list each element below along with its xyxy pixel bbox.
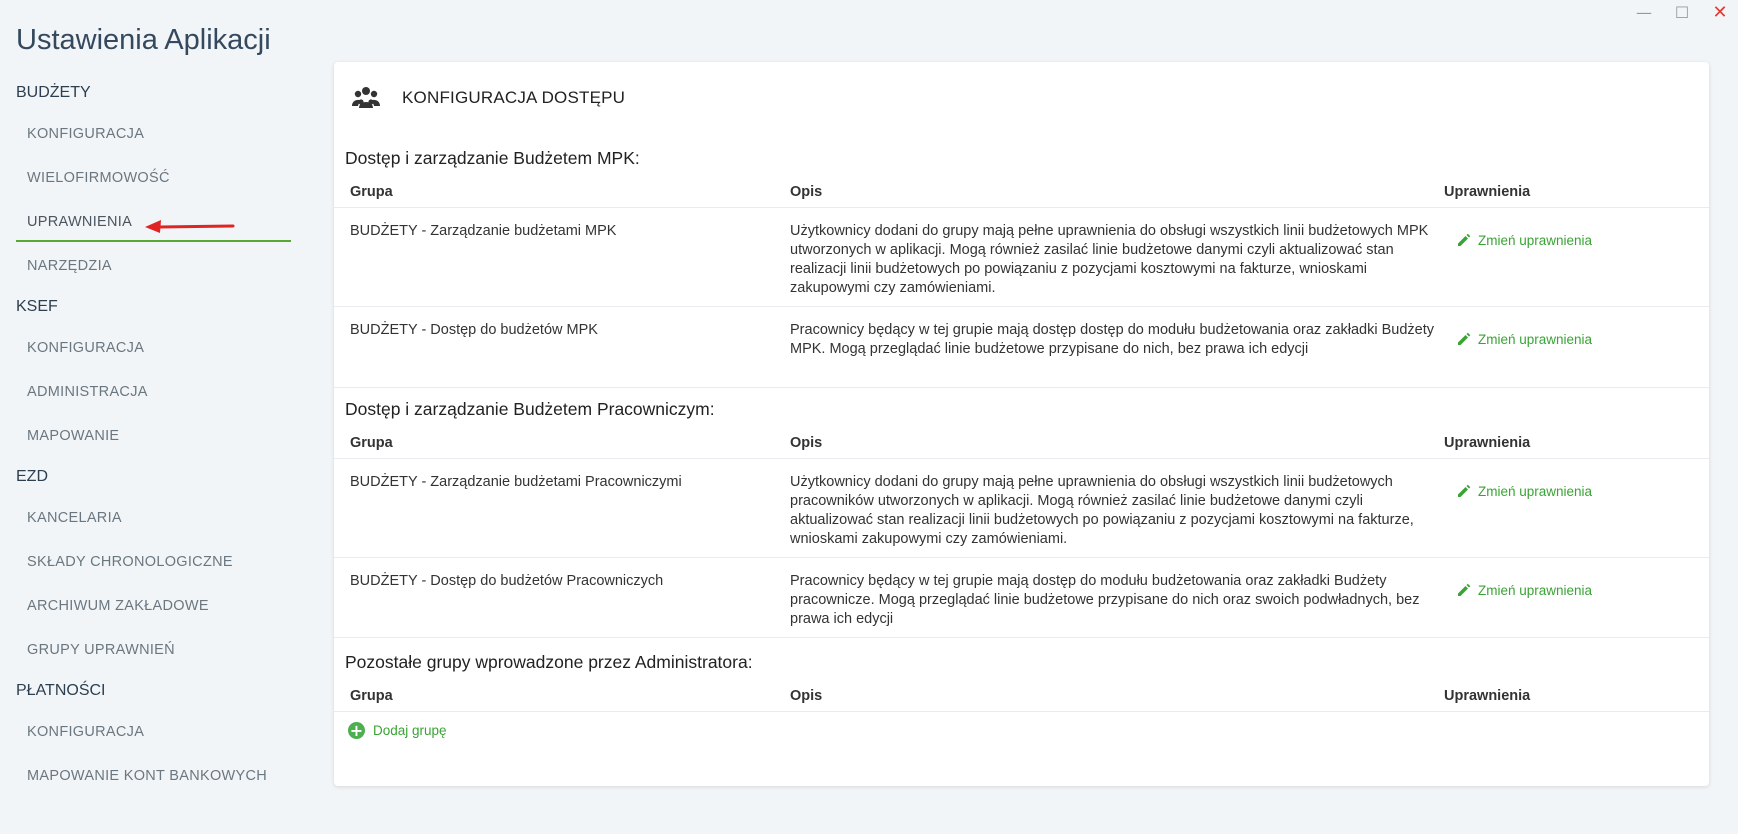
sidebar-item-administracja[interactable]: ADMINISTRACJA [27,384,148,400]
table-row [334,208,1709,307]
table-header-mpk [334,172,1709,208]
column-header-description: Opis [790,184,823,200]
column-header-group: Grupa [350,688,393,704]
minimize-button[interactable]: — [1636,2,1652,22]
table-row [334,459,1709,558]
change-permissions-label: Zmień uprawnienia [1478,582,1593,598]
pencil-icon [1456,331,1472,347]
pencil-icon [1456,483,1472,499]
group-name: BUDŻETY - Zarządzanie budżetami Pracowniczymi [350,474,682,490]
maximize-button[interactable]: ☐ [1674,2,1690,22]
section-title-pracowniczy: Dostęp i zarządzanie Budżetem Pracowniczym: [345,399,715,419]
sidebar-item-mapowanie-kont-bankowych[interactable]: MAPOWANIE KONT BANKOWYCH [27,768,268,784]
red-arrow-annotation [145,217,235,233]
column-header-permissions: Uprawnienia [1444,435,1531,451]
change-permissions-label: Zmień uprawnienia [1478,331,1593,347]
group-name: BUDŻETY - Zarządzanie budżetami MPK [350,223,617,239]
table-header-pozostale [334,676,1709,712]
card-title: KONFIGURACJA DOSTĘPU [402,88,626,107]
add-group-label: Dodaj grupę [373,723,447,738]
section-title-pozostale: Pozostałe grupy wprowadzone przez Administratora: [345,652,753,672]
sidebar-section-budzety: BUDŻETY [16,84,91,101]
sidebar-item-ksef-konfiguracja[interactable]: KONFIGURACJA [27,340,145,356]
sidebar-item-wielofirmowosc[interactable]: WIELOFIRMOWOŚĆ [27,170,170,186]
pencil-icon [1456,232,1472,248]
sidebar-item-budzety-konfiguracja[interactable]: KONFIGURACJA [27,126,145,142]
change-permissions-link[interactable] [1456,483,1592,499]
group-name: BUDŻETY - Dostęp do budżetów Pracowniczych [350,573,664,589]
change-permissions-link[interactable] [1456,331,1592,347]
column-header-group: Grupa [350,435,393,451]
group-description: Użytkownicy dodani do grupy mają pełne uprawnienia do obsługi wszystkich linii budżetowych pracowników utworzonych w aplikacji. Mogą również zasilać linie budżetowe danymi czyli aktualizować stan realizacji linii budżetowych po powiązaniu z pozycjami kosztowymi na fakturze, wnioskami zakupowymi czy zamówieniami. [790,474,1414,547]
column-header-description: Opis [790,435,823,451]
sidebar-item-uprawnienia[interactable]: UPRAWNIENIA [0,200,300,244]
change-permissions-label: Zmień uprawnienia [1478,483,1593,499]
change-permissions-link[interactable] [1456,582,1592,598]
sidebar-item-archiwum-zakladowe[interactable]: ARCHIWUM ZAKŁADOWE [27,598,209,614]
window-controls [1634,2,1730,22]
change-permissions-label: Zmień uprawnienia [1478,232,1593,248]
close-button[interactable]: ✕ [1712,1,1728,23]
sidebar [0,80,300,798]
pencil-icon [1456,582,1472,598]
sidebar-item-kancelaria[interactable]: KANCELARIA [27,510,122,526]
column-header-permissions: Uprawnienia [1444,184,1531,200]
group-name: BUDŻETY - Dostęp do budżetów MPK [350,322,598,338]
column-header-description: Opis [790,688,823,704]
sidebar-section-ksef: KSEF [16,298,58,315]
card-header [352,86,625,110]
group-description: Pracownicy będący w tej grupie mają dostęp do modułu budżetowania oraz zakładki Budżety pracownicze. Mogą przeglądać linie budżetowe przypisane do nich oraz swoich podwładnych, bez prawa ich edycji [790,573,1420,627]
group-description: Użytkownicy dodani do grupy mają pełne uprawnienia do obsługi wszystkich linii budżetowych MPK utworzonych w aplikacji. Mogą również zasilać linie budżetowe danymi czyli aktualizować stan realizacji linii budżetowych po powiązaniu z pozycjami kosztowymi na fakturze, wnioskami zakupowymi czy zamówieniami. [790,223,1429,296]
table-row [334,307,1709,388]
section-title-mpk: Dostęp i zarządzanie Budżetem MPK: [345,148,640,168]
sidebar-item-narzedzia[interactable]: NARZĘDZIA [27,258,112,274]
column-header-group: Grupa [350,184,393,200]
change-permissions-link[interactable] [1456,232,1592,248]
table-header-pracowniczy [334,423,1709,459]
add-group-button[interactable] [348,722,447,739]
access-config-card [334,62,1709,786]
users-group-icon [352,86,380,110]
group-description: Pracownicy będący w tej grupie mają dostęp dostęp do modułu budżetowania oraz zakładki Budżety MPK. Mogą przeglądać linie budżetowe przypisane do nich, bez prawa ich edycji [790,322,1435,357]
sidebar-section-platnosci: PŁATNOŚCI [16,682,106,699]
sidebar-item-platnosci-konfiguracja[interactable]: KONFIGURACJA [27,724,145,740]
plus-circle-icon: + [349,721,364,740]
page-title: Ustawienia Aplikacji [16,24,271,56]
sidebar-item-grupy-uprawnien[interactable]: GRUPY UPRAWNIEŃ [27,642,175,658]
table-row [334,558,1709,638]
sidebar-item-sklady-chronologiczne[interactable]: SKŁADY CHRONOLOGICZNE [27,554,233,570]
column-header-permissions: Uprawnienia [1444,688,1531,704]
sidebar-item-mapowanie[interactable]: MAPOWANIE [27,428,120,444]
sidebar-section-ezd: EZD [16,468,48,485]
